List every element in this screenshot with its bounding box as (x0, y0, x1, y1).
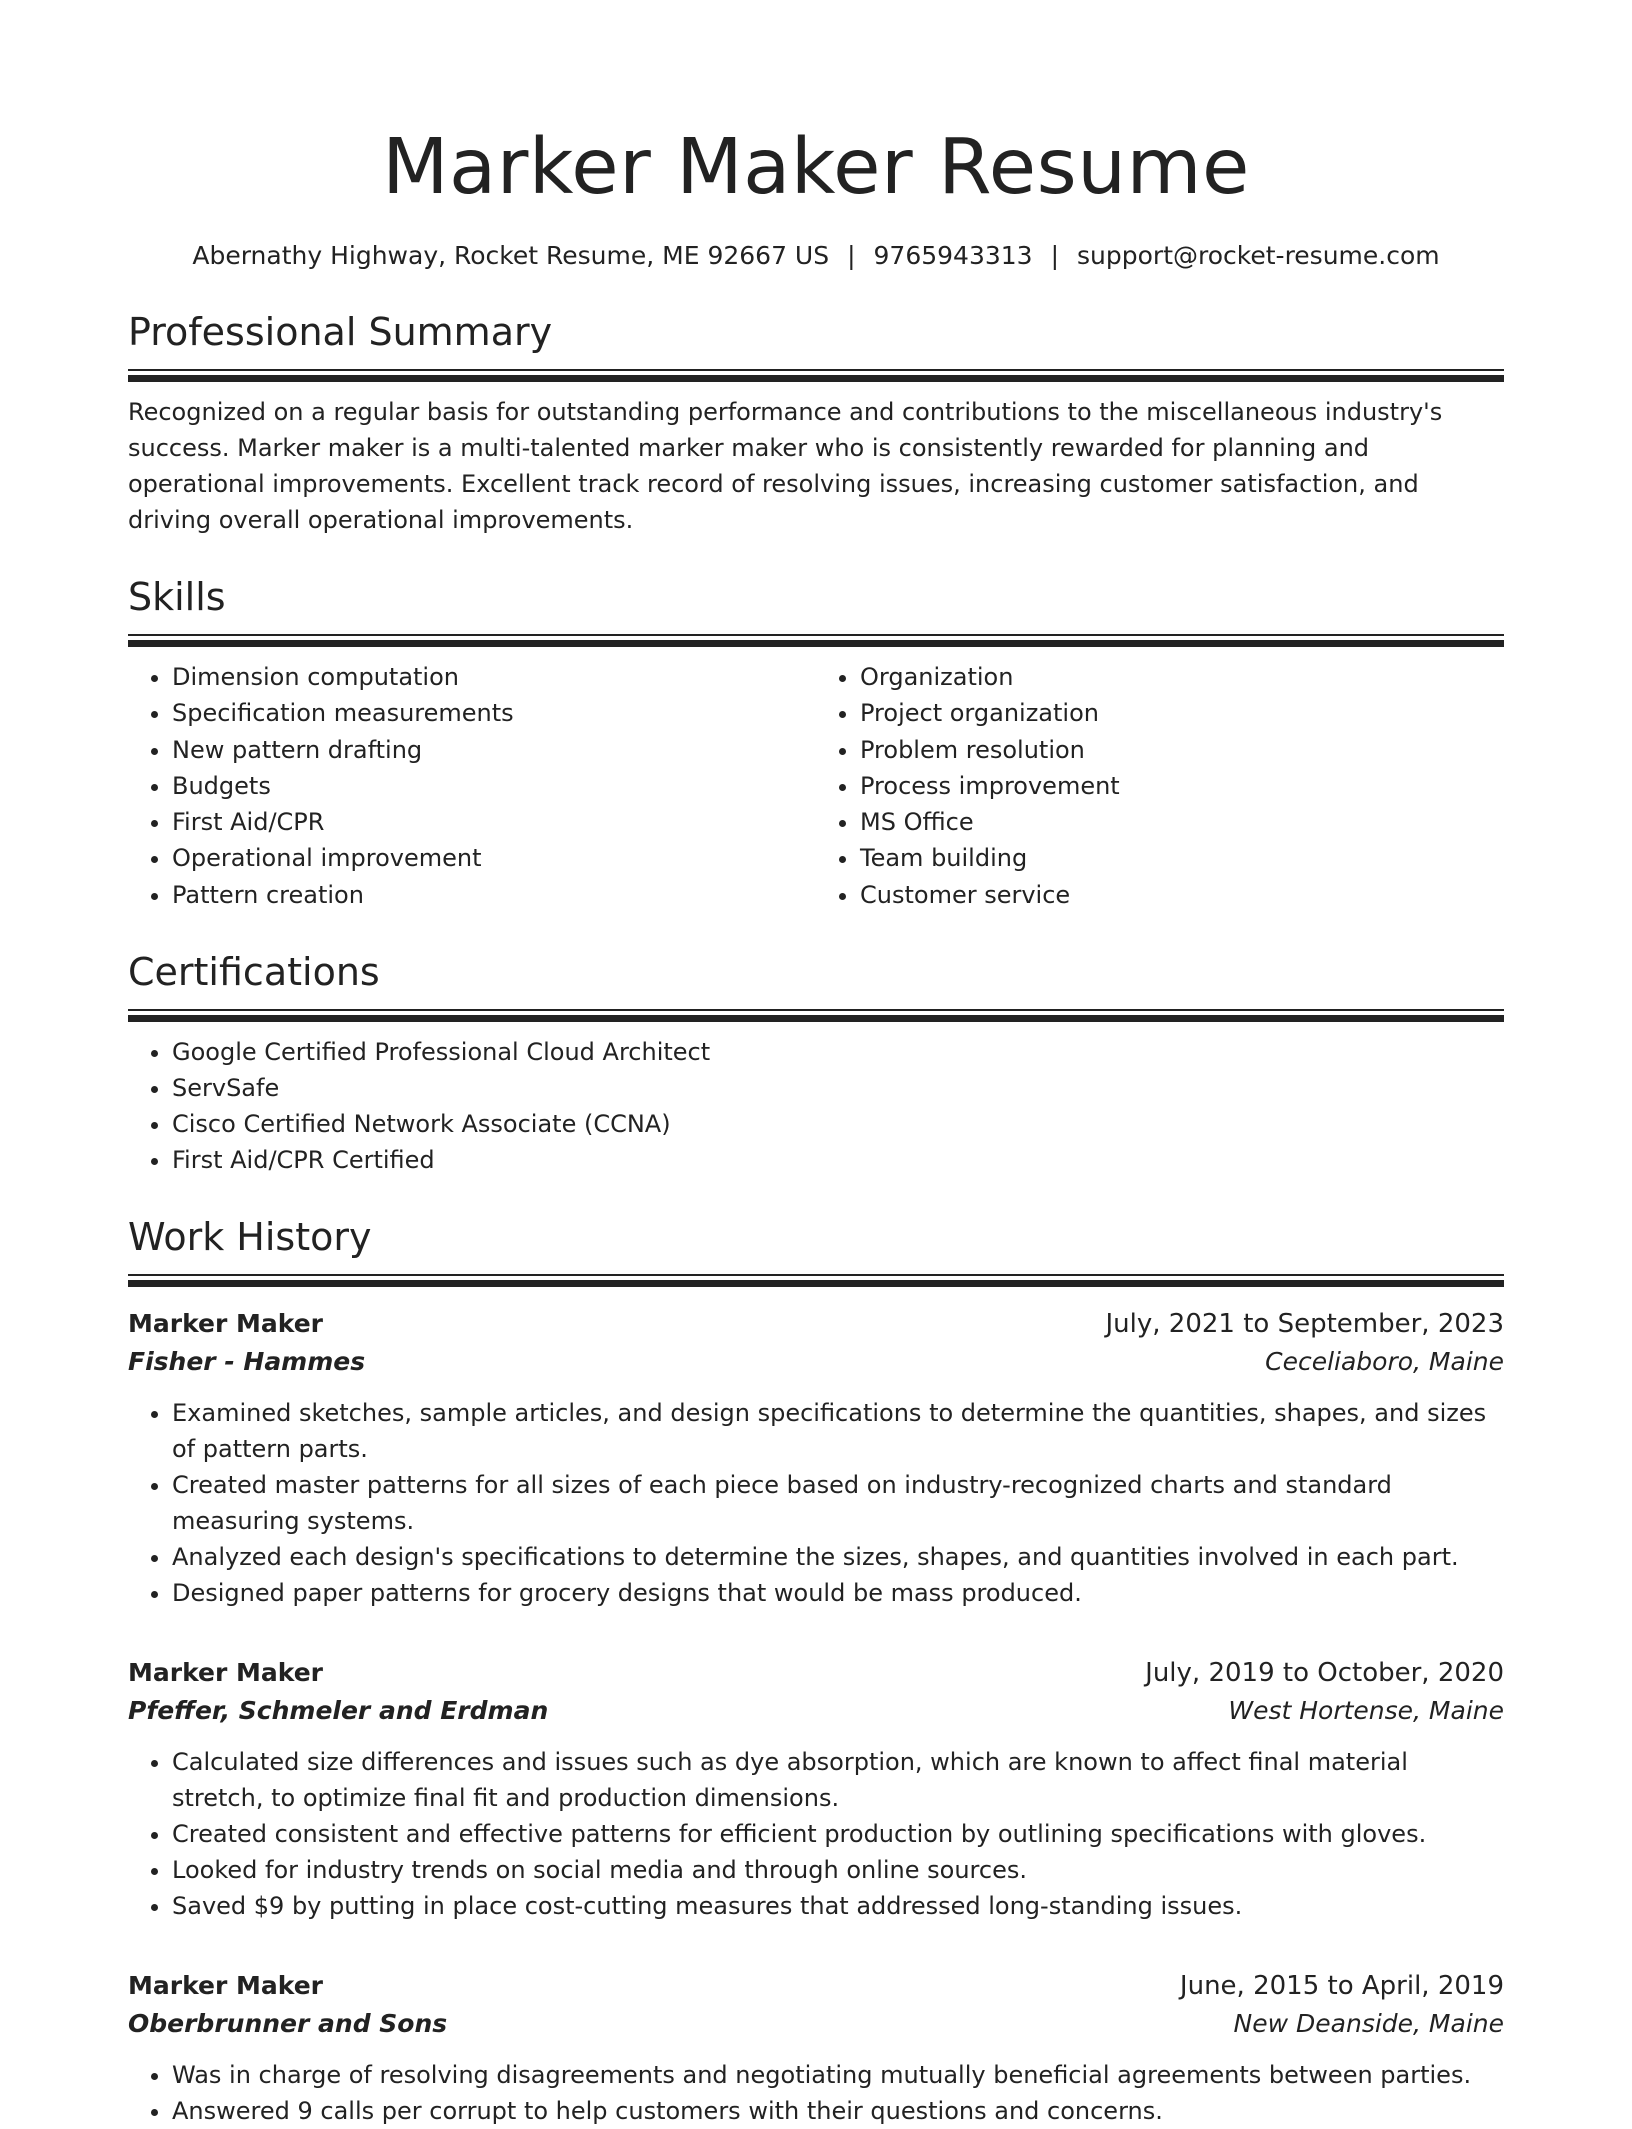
skills-left-list (128, 659, 816, 913)
skill-item: • MS Office (860, 804, 1504, 840)
skill-item: • Customer service (860, 877, 1504, 913)
contact-separator: | (1050, 241, 1060, 270)
job-title: Marker Maker (128, 1309, 324, 1339)
job-duties-list (128, 1395, 1504, 1611)
skill-item: • Budgets (172, 768, 816, 804)
job-location: Ceceliaboro, Maine (1265, 1347, 1504, 1377)
section-divider (128, 634, 1504, 647)
resume-title: Marker Maker Resume (382, 123, 1250, 212)
job-company: Oberbrunner and Sons (128, 2009, 448, 2039)
job-header-row (128, 1305, 1504, 1343)
job-title: Marker Maker (128, 1658, 324, 1688)
job-duty: • Looked for industry trends on social media and through online sources. (172, 1852, 1504, 1888)
skill-item: • Operational improvement (172, 840, 816, 876)
skill-item: • New pattern drafting (172, 732, 816, 768)
certification-item: • First Aid/CPR Certified (172, 1142, 1504, 1178)
skill-item: • Team building (860, 840, 1504, 876)
skill-item: • Project organization (860, 695, 1504, 731)
job-entry (128, 1967, 1504, 2129)
skill-item: • Organization (860, 659, 1504, 695)
job-dates: June, 2015 to April, 2019 (1179, 1971, 1504, 2002)
skill-item: • Problem resolution (860, 732, 1504, 768)
skills-right-list (816, 659, 1504, 913)
job-dates: July, 2019 to October, 2020 (1145, 1658, 1504, 1689)
job-dates: July, 2021 to September, 2023 (1105, 1309, 1504, 1340)
job-company: Pfeffer, Schmeler and Erdman (128, 1696, 549, 1726)
section-divider (128, 369, 1504, 382)
job-header-row (128, 1967, 1504, 2005)
job-duty: • Designed paper patterns for grocery designs that would be mass produced. (172, 1575, 1504, 1611)
job-duty: • Analyzed each design's specifications to determine the sizes, shapes, and quantities involved in each part. (172, 1539, 1504, 1575)
skill-item: • Process improvement (860, 768, 1504, 804)
certifications-list (128, 1034, 1504, 1178)
skills-section (128, 572, 1504, 913)
certification-item: • Google Certified Professional Cloud Architect (172, 1034, 1504, 1070)
skill-item: • Specification measurements (172, 695, 816, 731)
job-duty: • Examined sketches, sample articles, and design specifications to determine the quantities, shapes, and sizes of pattern parts. (172, 1395, 1504, 1467)
summary-heading: Professional Summary (128, 310, 553, 354)
job-duty: • Created consistent and effective patterns for efficient production by outlining specifications with gloves. (172, 1816, 1504, 1852)
job-duties-list (128, 2057, 1504, 2129)
certifications-heading: Certifications (128, 950, 380, 995)
contact-line (128, 239, 1504, 273)
summary-text: Recognized on a regular basis for outstanding performance and contributions to the miscellaneous industry's success. Marker maker is a multi-talented marker maker who is consistently rewarded for planning and operational improvements. Excellent track record of resolving issues, increasing customer satisfaction, and driving overall operational improvements. (128, 398, 1443, 534)
job-duty: • Was in charge of resolving disagreements and negotiating mutually beneficial agreements between parties. (172, 2057, 1504, 2093)
job-duty: • Saved $9 by putting in place cost-cutting measures that addressed long-standing issues. (172, 1888, 1504, 1924)
work-history-heading: Work History (128, 1215, 372, 1260)
job-company: Fisher - Hammes (128, 1347, 366, 1377)
skill-item: • Pattern creation (172, 877, 816, 913)
job-entry (128, 1305, 1504, 1611)
job-duty: • Answered 9 calls per corrupt to help customers with their questions and concerns. (172, 2093, 1504, 2129)
summary-section (128, 307, 1504, 538)
job-company-row (128, 1692, 1504, 1730)
section-divider (128, 1009, 1504, 1022)
job-company-row (128, 1343, 1504, 1381)
job-duty: • Created master patterns for all sizes of each piece based on industry-recognized charts and standard measuring systems. (172, 1467, 1504, 1539)
contact-address: Abernathy Highway, Rocket Resume, ME 92667 US (192, 241, 830, 270)
certifications-section (128, 947, 1504, 1178)
job-location: New Deanside, Maine (1233, 2009, 1504, 2039)
skill-item: • First Aid/CPR (172, 804, 816, 840)
work-history-section (128, 1212, 1504, 2129)
job-company-row (128, 2005, 1504, 2043)
skills-heading: Skills (128, 575, 226, 619)
contact-phone: 9765943313 (873, 241, 1033, 270)
certification-item: • Cisco Certified Network Associate (CCNA) (172, 1106, 1504, 1142)
job-header-row (128, 1654, 1504, 1692)
job-duty: • Calculated size differences and issues such as dye absorption, which are known to affect final material stretch, to optimize final fit and production dimensions. (172, 1744, 1504, 1816)
skills-grid (128, 659, 1504, 913)
section-divider (128, 1274, 1504, 1287)
job-entry (128, 1654, 1504, 1924)
job-title: Marker Maker (128, 1971, 324, 2001)
contact-separator: | (847, 241, 856, 270)
certification-item: • ServSafe (172, 1070, 1504, 1106)
skill-item: • Dimension computation (172, 659, 816, 695)
job-location: West Hortense, Maine (1228, 1696, 1504, 1726)
job-duties-list (128, 1744, 1504, 1924)
contact-email: support@rocket-resume.com (1077, 241, 1440, 270)
